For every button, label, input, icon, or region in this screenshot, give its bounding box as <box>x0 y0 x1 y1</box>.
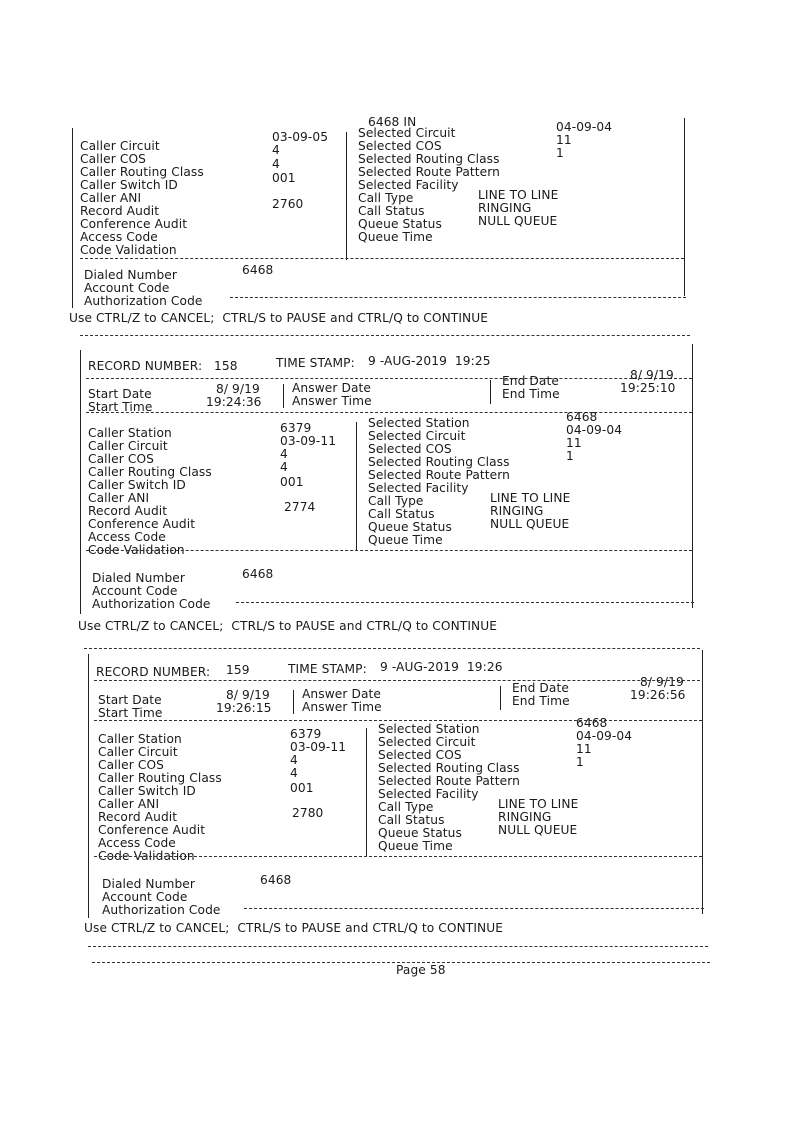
caller-cos-label: Caller COS <box>80 152 146 166</box>
caller-station-label: Caller Station <box>98 732 182 746</box>
call-type-value: LINE TO LINE <box>490 491 571 505</box>
caller-circuit-label: Caller Circuit <box>98 745 178 759</box>
queue-status-label: Queue Status <box>368 520 452 534</box>
selected-facility-label: Selected Facility <box>368 481 469 495</box>
caller-circuit-label: Caller Circuit <box>80 139 160 153</box>
selected-cos-value: 11 <box>566 436 582 450</box>
authorization-code-label: Authorization Code <box>84 294 203 308</box>
call-status-value: RINGING <box>498 810 552 824</box>
selected-route-pattern-label: Selected Route Pattern <box>378 774 521 788</box>
selected-routing-class-label: Selected Routing Class <box>358 152 500 166</box>
divider <box>86 378 692 379</box>
selected-cos-label: Selected COS <box>368 442 452 456</box>
end-date-value: 8/ 9/19 <box>630 368 674 382</box>
account-code-label: Account Code <box>102 890 188 904</box>
selected-station-value: 6468 <box>566 410 598 424</box>
selected-station-label: Selected Station <box>378 722 480 736</box>
record-audit-label: Record Audit <box>80 204 160 218</box>
call-status-value: RINGING <box>490 504 544 518</box>
call-type-label: Call Type <box>368 494 424 508</box>
selected-circuit-label: Selected Circuit <box>358 126 456 140</box>
caller-routing-class-value: 4 <box>280 460 288 474</box>
queue-status-value: NULL QUEUE <box>498 823 578 837</box>
conference-audit-label: Conference Audit <box>88 517 196 531</box>
access-code-label: Access Code <box>88 530 166 544</box>
queue-time-label: Queue Time <box>368 533 443 547</box>
dialed-number-value: 6468 <box>242 263 274 277</box>
selected-routing-class-value: 1 <box>576 755 584 769</box>
divider <box>500 686 501 710</box>
selected-circuit-label: Selected Circuit <box>378 735 476 749</box>
divider <box>283 384 284 408</box>
time-stamp-label: TIME STAMP: <box>288 662 367 676</box>
right-border <box>692 344 693 608</box>
caller-switch-id-label: Caller Switch ID <box>98 784 196 798</box>
selected-cos-value: 11 <box>576 742 592 756</box>
caller-switch-id-label: Caller Switch ID <box>80 178 178 192</box>
divider <box>94 720 702 721</box>
left-border <box>80 350 81 614</box>
queue-status-label: Queue Status <box>378 826 462 840</box>
queue-status-value: NULL QUEUE <box>490 517 570 531</box>
record-block-159 <box>0 640 794 970</box>
time-stamp-label: TIME STAMP: <box>276 356 355 370</box>
caller-routing-class-label: Caller Routing Class <box>88 465 212 479</box>
selected-circuit-value: 04-09-04 <box>576 729 633 743</box>
caller-circuit-value: 03-09-05 <box>272 130 329 144</box>
end-time-label: End Time <box>502 387 560 401</box>
selected-route-pattern-label: Selected Route Pattern <box>358 165 501 179</box>
divider <box>80 258 684 259</box>
caller-cos-value: 4 <box>290 753 298 767</box>
caller-cos-label: Caller COS <box>88 452 154 466</box>
mid-divider <box>356 422 357 550</box>
call-type-value: LINE TO LINE <box>498 797 579 811</box>
dialed-number-label: Dialed Number <box>84 268 177 282</box>
caller-station-value: 6379 <box>290 727 322 741</box>
record-number-label: RECORD NUMBER: <box>96 665 211 679</box>
queue-status-label: Queue Status <box>358 217 442 231</box>
authorization-code-label: Authorization Code <box>92 597 211 611</box>
queue-time-label: Queue Time <box>358 230 433 244</box>
start-date-label: Start Date <box>98 693 162 707</box>
record-audit-label: Record Audit <box>88 504 168 518</box>
start-time-label: Start Time <box>98 706 163 720</box>
caller-routing-class-value: 4 <box>290 766 298 780</box>
selected-circuit-value: 04-09-04 <box>566 423 623 437</box>
record-block-158 <box>0 340 794 640</box>
start-time-value: 19:24:36 <box>206 395 262 409</box>
divider <box>230 297 686 298</box>
record-number-value: 159 <box>226 663 250 677</box>
selected-cos-label: Selected COS <box>378 748 462 762</box>
selected-station-value: 6468 <box>576 716 608 730</box>
divider <box>94 856 702 857</box>
end-date-label: End Date <box>502 374 559 388</box>
code-validation-label: Code Validation <box>88 543 185 557</box>
answer-time-label: Answer Time <box>292 394 372 408</box>
selected-circuit-value: 04-09-04 <box>556 120 613 134</box>
start-date-value: 8/ 9/19 <box>216 382 260 396</box>
divider <box>84 648 700 649</box>
conference-audit-label: Conference Audit <box>98 823 206 837</box>
caller-routing-class-label: Caller Routing Class <box>80 165 204 179</box>
left-border <box>88 654 89 918</box>
end-date-label: End Date <box>512 681 569 695</box>
caller-ani-label: Caller ANI <box>80 191 142 205</box>
call-type-value: LINE TO LINE <box>478 188 559 202</box>
selected-circuit-label: Selected Circuit <box>368 429 466 443</box>
left-border <box>72 128 73 308</box>
caller-circuit-value: 03-09-11 <box>280 434 337 448</box>
call-status-label: Call Status <box>378 813 445 827</box>
caller-routing-class-value: 4 <box>272 157 280 171</box>
time-stamp-value: 9 -AUG-2019 19:26 <box>380 660 503 674</box>
caller-station-value: 6379 <box>280 421 312 435</box>
answer-time-label: Answer Time <box>302 700 382 714</box>
continue-prompt: Use CTRL/Z to CANCEL; CTRL/S to PAUSE and CTRL/Q to CONTINUE <box>84 921 504 935</box>
selected-station-value: 6468 IN <box>368 115 417 129</box>
caller-station-label: Caller Station <box>88 426 172 440</box>
divider <box>236 602 694 603</box>
record-number-value: 158 <box>214 359 238 373</box>
end-time-value: 19:25:10 <box>620 381 676 395</box>
right-border <box>702 650 703 914</box>
account-code-label: Account Code <box>84 281 170 295</box>
caller-switch-id-value: 001 <box>280 475 304 489</box>
code-validation-label: Code Validation <box>80 243 177 257</box>
page-number: Page 58 <box>396 963 446 977</box>
call-type-label: Call Type <box>378 800 434 814</box>
call-type-label: Call Type <box>358 191 414 205</box>
divider <box>80 335 690 336</box>
answer-date-label: Answer Date <box>302 687 381 701</box>
start-date-value: 8/ 9/19 <box>226 688 270 702</box>
continue-prompt: Use CTRL/Z to CANCEL; CTRL/S to PAUSE and CTRL/Q to CONTINUE <box>78 619 498 633</box>
record-audit-label: Record Audit <box>98 810 178 824</box>
caller-cos-value: 4 <box>280 447 288 461</box>
mid-divider <box>366 728 367 856</box>
record-number-label: RECORD NUMBER: <box>88 359 203 373</box>
record-audit-value: 2760 <box>272 197 304 211</box>
call-status-label: Call Status <box>368 507 435 521</box>
caller-switch-id-value: 001 <box>290 781 314 795</box>
caller-switch-id-label: Caller Switch ID <box>88 478 186 492</box>
caller-cos-label: Caller COS <box>98 758 164 772</box>
selected-routing-class-label: Selected Routing Class <box>368 455 510 469</box>
caller-circuit-label: Caller Circuit <box>88 439 168 453</box>
right-border <box>684 118 685 296</box>
start-time-label: Start Time <box>88 400 153 414</box>
selected-facility-label: Selected Facility <box>378 787 479 801</box>
dialed-number-label: Dialed Number <box>92 571 185 585</box>
end-date-value: 8/ 9/19 <box>640 675 684 689</box>
selected-routing-class-value: 1 <box>556 146 564 160</box>
mid-divider <box>346 132 347 260</box>
selected-facility-label: Selected Facility <box>358 178 459 192</box>
selected-routing-class-label: Selected Routing Class <box>378 761 520 775</box>
start-time-value: 19:26:15 <box>216 701 272 715</box>
divider <box>293 690 294 714</box>
continue-prompt: Use CTRL/Z to CANCEL; CTRL/S to PAUSE and CTRL/Q to CONTINUE <box>69 311 489 325</box>
code-validation-label: Code Validation <box>98 849 195 863</box>
caller-routing-class-label: Caller Routing Class <box>98 771 222 785</box>
partial-record <box>0 0 794 340</box>
caller-ani-label: Caller ANI <box>88 491 150 505</box>
dialed-number-value: 6468 <box>242 567 274 581</box>
conference-audit-label: Conference Audit <box>80 217 188 231</box>
selected-cos-label: Selected COS <box>358 139 442 153</box>
access-code-label: Access Code <box>80 230 158 244</box>
call-status-value: RINGING <box>478 201 532 215</box>
record-audit-value: 2774 <box>284 500 316 514</box>
account-code-label: Account Code <box>92 584 178 598</box>
record-audit-value: 2780 <box>292 806 324 820</box>
divider <box>86 550 692 551</box>
selected-routing-class-value: 1 <box>566 449 574 463</box>
divider <box>88 946 708 947</box>
selected-cos-value: 11 <box>556 133 572 147</box>
queue-time-label: Queue Time <box>378 839 453 853</box>
selected-route-pattern-label: Selected Route Pattern <box>368 468 511 482</box>
call-status-label: Call Status <box>358 204 425 218</box>
caller-cos-value: 4 <box>272 143 280 157</box>
dialed-number-value: 6468 <box>260 873 292 887</box>
caller-circuit-value: 03-09-11 <box>290 740 347 754</box>
authorization-code-label: Authorization Code <box>102 903 221 917</box>
divider <box>244 908 704 909</box>
end-time-label: End Time <box>512 694 570 708</box>
start-date-label: Start Date <box>88 387 152 401</box>
selected-station-label: Selected Station <box>368 416 470 430</box>
caller-switch-id-value: 001 <box>272 171 296 185</box>
answer-date-label: Answer Date <box>292 381 371 395</box>
divider <box>86 412 692 413</box>
end-time-value: 19:26:56 <box>630 688 686 702</box>
divider <box>94 680 700 681</box>
divider <box>490 380 491 404</box>
time-stamp-value: 9 -AUG-2019 19:25 <box>368 354 491 368</box>
dialed-number-label: Dialed Number <box>102 877 195 891</box>
caller-ani-label: Caller ANI <box>98 797 160 811</box>
queue-status-value: NULL QUEUE <box>478 214 558 228</box>
access-code-label: Access Code <box>98 836 176 850</box>
